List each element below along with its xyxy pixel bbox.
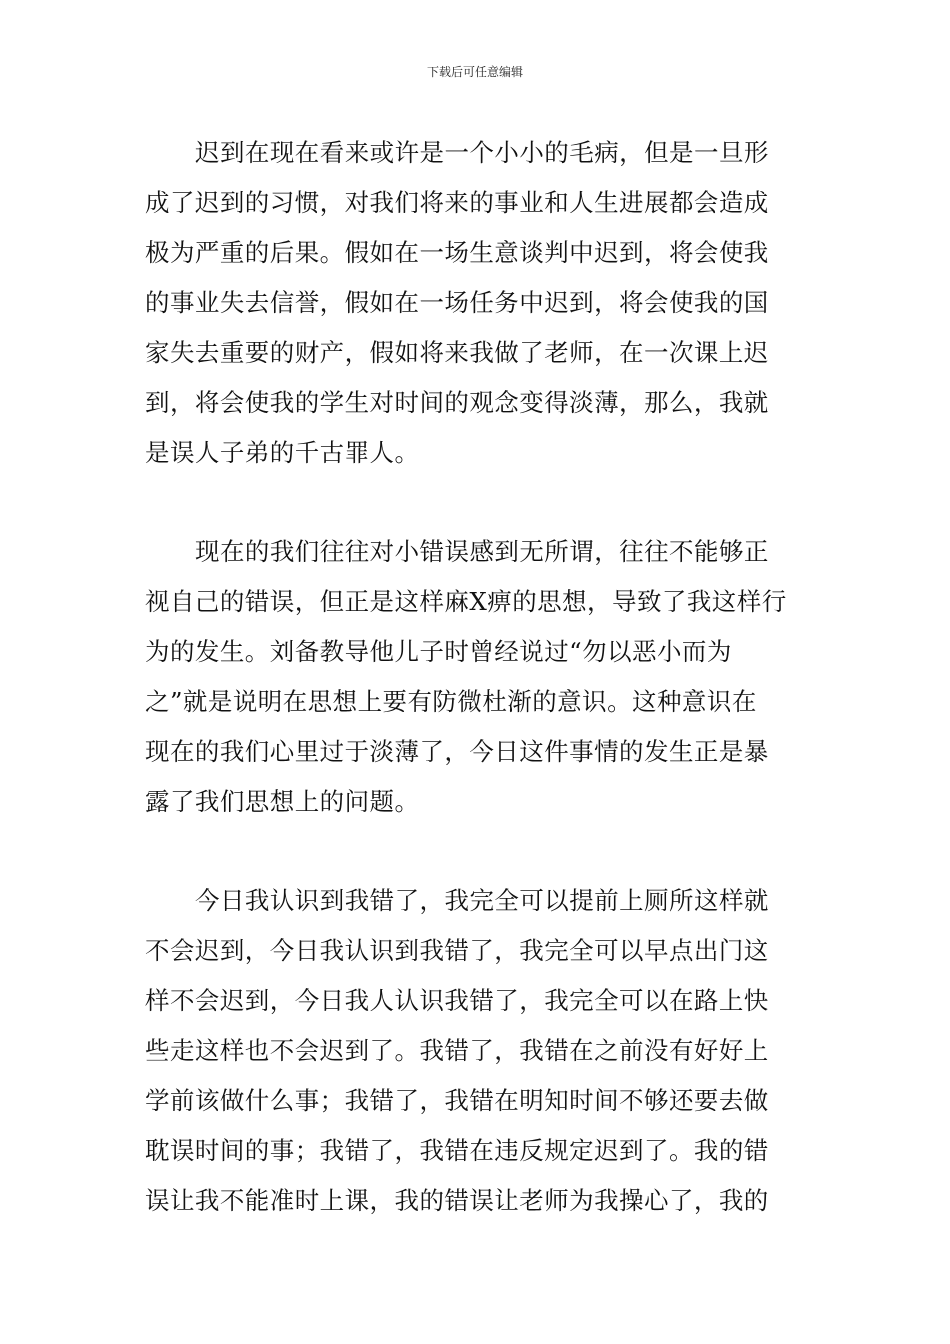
paragraph-3-line-2: 不会迟到，今日我认识到我错了，我完全可以早点出门这	[145, 936, 769, 965]
paragraph-1-line-3: 极为严重的后果。假如在一场生意谈判中迟到，将会使我	[145, 238, 769, 267]
paragraph-3-line-5: 学前该做什么事；我错了，我错在明知时间不够还要去做	[145, 1086, 769, 1115]
paragraph-1-line-4: 的事业失去信誉，假如在一场任务中迟到，将会使我的国	[145, 288, 769, 317]
paragraph-3-line-7: 误让我不能准时上课，我的错误让老师为我操心了，我的	[145, 1186, 769, 1215]
paragraph-2-line-2: 视自己的错误，但正是这样麻X痹的思想，导致了我这样行	[145, 587, 787, 616]
paragraph-1-line-2: 成了迟到的习惯，对我们将来的事业和人生进展都会造成	[145, 188, 769, 217]
paragraph-2-line-4: 之”就是说明在思想上要有防微杜渐的意识。这种意识在	[145, 687, 757, 716]
paragraph-3-line-1: 今日我认识到我错了，我完全可以提前上厕所这样就	[195, 886, 769, 915]
paragraph-2-line-3: 为的发生。刘备教导他儿子时曾经说过“勿以恶小而为	[145, 637, 732, 666]
paragraph-3-line-3: 样不会迟到，今日我人认识我错了，我完全可以在路上快	[145, 986, 769, 1015]
paragraph-1	[145, 128, 810, 478]
paragraph-2-line-6: 露了我们思想上的问题。	[145, 787, 420, 816]
paragraph-2-line-5: 现在的我们心里过于淡薄了，今日这件事情的发生正是暴	[145, 737, 769, 766]
paragraph-1-line-5: 家失去重要的财产，假如将来我做了老师，在一次课上迟	[145, 338, 769, 367]
paragraph-1-line-1: 迟到在现在看来或许是一个小小的毛病，但是一旦形	[195, 138, 769, 167]
paragraph-3-line-6: 耽误时间的事；我错了，我错在违反规定迟到了。我的错	[145, 1136, 769, 1165]
page-header: 下载后可任意编辑	[426, 65, 523, 79]
paragraph-3-line-4: 些走这样也不会迟到了。我错了，我错在之前没有好好上	[145, 1036, 769, 1065]
paragraph-2-line-1: 现在的我们往往对小错误感到无所谓，往往不能够正	[195, 537, 769, 566]
paragraph-2	[145, 527, 810, 827]
paragraph-1-line-6: 到，将会使我的学生对时间的观念变得淡薄，那么，我就	[145, 388, 769, 417]
document-body	[145, 128, 810, 1226]
paragraph-3	[145, 876, 810, 1226]
paragraph-1-line-7: 是误人子弟的千古罪人。	[145, 438, 420, 467]
